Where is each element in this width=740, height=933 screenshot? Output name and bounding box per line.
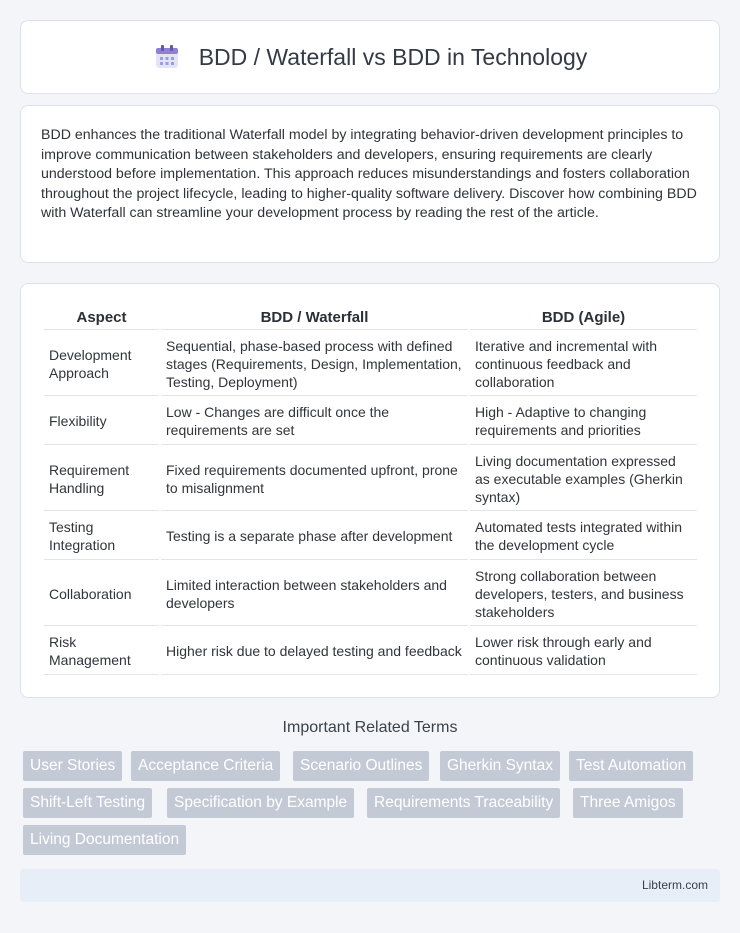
aspect-cell: Risk Management	[44, 628, 159, 675]
tag-three-amigos[interactable]: Three Amigos	[573, 788, 683, 818]
waterfall-cell: Fixed requirements documented upfront, prone to misalignment	[161, 447, 468, 511]
page-title: BDD / Waterfall vs BDD in Technology	[198, 43, 588, 70]
header-bdd-waterfall: BDD / Waterfall	[161, 306, 468, 330]
intro-paragraph: BDD enhances the traditional Waterfall model by integrating behavior-driven development principles to improve communication between stakeholders and developers, ensuring requirements are clearly understood before implementation. This approach reduces misunderstandings and fosters collaboration throughout the project lifecycle, leading to higher-quality software delivery. Discover how combining BDD with Waterfall can streamline your development process by reading the rest of the article.	[41, 127, 697, 221]
table-row	[44, 447, 697, 511]
agile-cell: Lower risk through early and continuous validation	[470, 628, 697, 675]
table-row	[44, 332, 697, 396]
agile-cell: Iterative and incremental with continuous feedback and collaboration	[470, 332, 697, 396]
aspect-cell: Flexibility	[44, 398, 159, 445]
waterfall-cell: Sequential, phase-based process with defined stages (Requirements, Design, Implementation, Testing, Deployment)	[161, 332, 468, 396]
aspect-cell: Requirement Handling	[44, 447, 159, 511]
tag-scenario-outlines[interactable]: Scenario Outlines	[293, 751, 429, 781]
agile-cell: Living documentation expressed as executable examples (Gherkin syntax)	[470, 447, 697, 511]
tag-user-stories[interactable]: User Stories	[23, 751, 122, 781]
tag-acceptance-criteria[interactable]: Acceptance Criteria	[131, 751, 280, 781]
waterfall-cell: Low - Changes are difficult once the requirements are set	[161, 398, 468, 445]
tag-gherkin-syntax[interactable]: Gherkin Syntax	[440, 751, 560, 781]
header-bdd-agile: BDD (Agile)	[470, 306, 697, 330]
comparison-card	[20, 283, 720, 698]
aspect-cell: Collaboration	[44, 562, 159, 626]
table-row	[44, 628, 697, 675]
footer	[20, 869, 720, 902]
footer-site-link[interactable]: Libterm.com	[641, 878, 708, 892]
waterfall-cell: Testing is a separate phase after development	[161, 513, 468, 560]
tag-living-documentation[interactable]: Living Documentation	[23, 825, 186, 855]
table-row	[44, 562, 697, 626]
tag-requirements-traceability[interactable]: Requirements Traceability	[367, 788, 560, 818]
intro-card	[20, 105, 720, 263]
aspect-cell: Testing Integration	[44, 513, 159, 560]
agile-cell: High - Adaptive to changing requirements and priorities	[470, 398, 697, 445]
waterfall-cell: Higher risk due to delayed testing and feedback	[161, 628, 468, 675]
table-row	[44, 513, 697, 560]
related-terms-title: Important Related Terms	[282, 719, 458, 736]
table-header-row	[44, 306, 697, 330]
tag-shift-left-testing[interactable]: Shift-Left Testing	[23, 788, 152, 818]
waterfall-cell: Limited interaction between stakeholders and developers	[161, 562, 468, 626]
tag-specification-by-example[interactable]: Specification by Example	[167, 788, 354, 818]
agile-cell: Automated tests integrated within the development cycle	[470, 513, 697, 560]
aspect-cell: Development Approach	[44, 332, 159, 396]
table-row	[44, 398, 697, 445]
header-aspect: Aspect	[44, 306, 159, 330]
tag-test-automation[interactable]: Test Automation	[569, 751, 693, 781]
agile-cell: Strong collaboration between developers, testers, and business stakeholders	[470, 562, 697, 626]
title-card	[20, 20, 720, 94]
comparison-table	[42, 304, 699, 677]
calendar-icon	[153, 43, 181, 71]
